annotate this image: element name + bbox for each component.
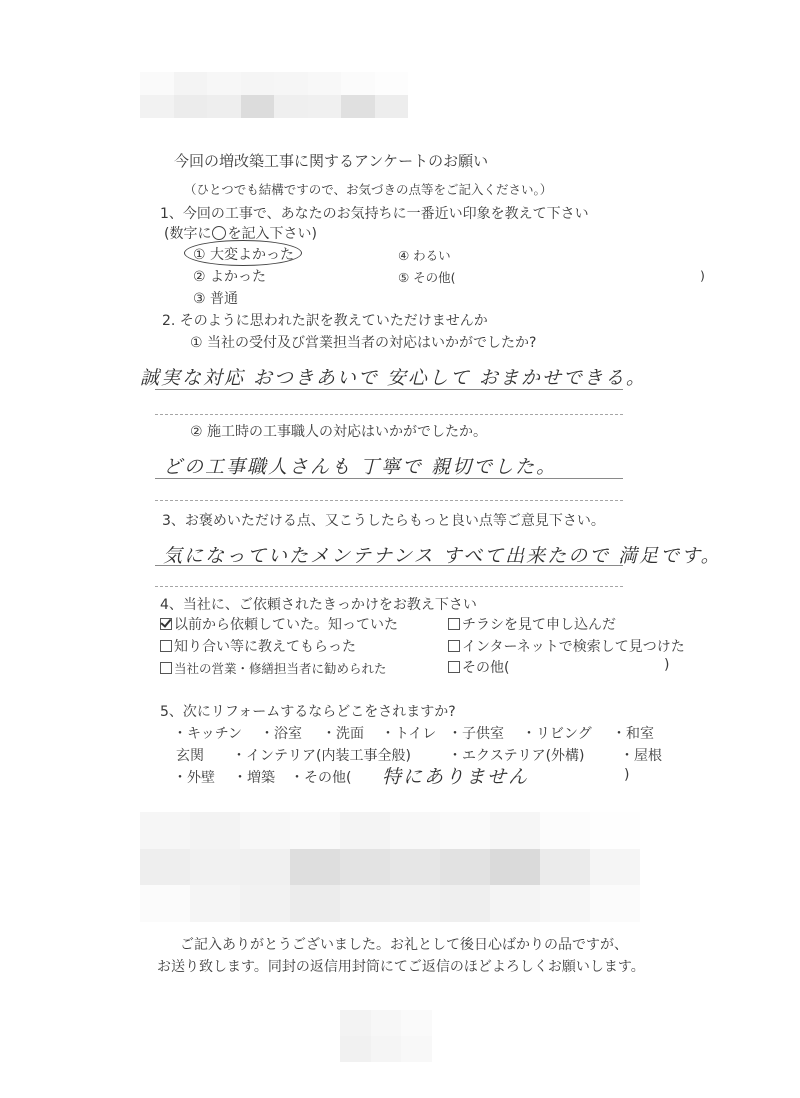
- q4-question: 4、当社に、ご依頼されたきっかけをお教え下さい: [160, 597, 477, 613]
- q1-option-2[interactable]: ② よかった: [193, 269, 267, 285]
- q5-option[interactable]: ・その他(: [290, 770, 352, 786]
- q4-option-d-label: インターネットで検索して見つけた: [462, 639, 685, 655]
- q5-option[interactable]: ・増築: [233, 770, 275, 786]
- q4-option-f[interactable]: [448, 657, 509, 677]
- q5-other-handwriting: 特にありません: [382, 766, 530, 788]
- q5-other-close: ): [624, 767, 630, 783]
- q4-option-b[interactable]: [448, 614, 616, 634]
- q1-question: 1、今回の工事で、あなたのお気持ちに一番近い印象を教えて下さい: [160, 206, 589, 222]
- redacted-footer-mosaic: [340, 1010, 432, 1062]
- q5-option[interactable]: ・インテリア(内装工事全般): [232, 748, 411, 764]
- footer-line-1: ご記入ありがとうございました。お礼として後日心ばかりの品ですが、: [180, 937, 628, 953]
- q4-option-d[interactable]: [448, 636, 685, 656]
- q4-option-f-label: その他(: [462, 660, 510, 676]
- q5-option[interactable]: 玄関: [176, 748, 204, 764]
- answer-line: [155, 565, 623, 566]
- q5-option[interactable]: ・キッチン: [173, 726, 243, 742]
- q4-option-c-label: 知り合い等に教えてもらった: [174, 639, 356, 655]
- q1-option-5[interactable]: ⑤ その他(: [398, 270, 456, 285]
- q4-option-b-label: チラシを見て申し込んだ: [462, 617, 616, 633]
- q1-option-3[interactable]: ③ 普通: [193, 291, 239, 307]
- checked-checkbox-icon[interactable]: [160, 618, 172, 630]
- q5-option[interactable]: ・浴室: [260, 726, 302, 742]
- footer-line-2: お送り致します。同封の返信用封筒にてご返信のほどよろしくお願いします。: [157, 959, 645, 975]
- instruction-note: （ひとつでも結構ですので、お気づきの点等をご記入ください。）: [184, 182, 553, 197]
- redacted-signature-mosaic: [140, 812, 640, 922]
- q4-option-e-label: 当社の営業・修繕担当者に勧められた: [174, 661, 387, 676]
- q5-option[interactable]: ・和室: [612, 726, 654, 742]
- q3-question: 3、お褒めいただける点、又こうしたらもっと良い点等ご意見下さい。: [162, 513, 605, 529]
- q2-answer1-handwriting: 誠実な対応 おつきあいで 安心して おまかせできる。: [140, 367, 647, 389]
- checkbox-icon[interactable]: [160, 640, 172, 652]
- q1-instruction-before: (数字に: [164, 226, 212, 242]
- q2-answer2-handwriting: どの工事職人さんも 丁寧で 親切でした。: [163, 456, 558, 478]
- q2-question: 2. そのように思われた訳を教えていただけませんか: [162, 313, 488, 329]
- q4-option-f-close: ): [664, 657, 670, 673]
- q5-option[interactable]: ・子供室: [448, 726, 504, 742]
- answer-line: [155, 389, 623, 390]
- checkbox-icon[interactable]: [160, 662, 172, 674]
- q1-option-4[interactable]: ④ わるい: [398, 248, 451, 263]
- page-title: 今回の増改築工事に関するアンケートのお願い: [174, 152, 489, 170]
- q5-option[interactable]: ・トイレ: [381, 726, 437, 742]
- q4-option-e[interactable]: [160, 659, 387, 677]
- checkbox-icon[interactable]: [448, 661, 460, 673]
- q5-option[interactable]: ・外壁: [173, 770, 215, 786]
- checkbox-icon[interactable]: [448, 618, 460, 630]
- q5-option[interactable]: ・屋根: [620, 748, 662, 764]
- q4-option-a[interactable]: [160, 614, 398, 634]
- q5-option[interactable]: ・リビング: [522, 726, 592, 742]
- checkbox-icon[interactable]: [448, 640, 460, 652]
- answer-line: [155, 586, 623, 587]
- answer-line: [155, 478, 623, 479]
- q4-option-a-label: 以前から依頼していた。知っていた: [174, 617, 398, 633]
- circle-mark-icon: [212, 226, 226, 240]
- q4-option-c[interactable]: [160, 636, 356, 656]
- answer-line: [155, 500, 623, 501]
- redacted-header-mosaic: [140, 72, 408, 118]
- q1-option-5-close: ): [700, 268, 705, 283]
- q5-question: 5、次にリフォームするならどこをされますか?: [160, 704, 456, 720]
- q3-answer-handwriting: 気になっていたメンテナンス すべて出来たので 満足です。: [163, 545, 722, 567]
- q1-instruction-after: を記入下さい): [227, 226, 317, 242]
- q2-sub1: ① 当社の受付及び営業担当者の対応はいかがでしたか?: [190, 335, 537, 351]
- q2-sub2: ② 施工時の工事職人の対応はいかがでしたか。: [190, 424, 487, 440]
- q5-option[interactable]: ・エクステリア(外構): [448, 748, 585, 764]
- answer-line: [155, 414, 623, 415]
- q5-option[interactable]: ・洗面: [322, 726, 364, 742]
- q1-option-1[interactable]: ① 大変よかった: [193, 247, 295, 263]
